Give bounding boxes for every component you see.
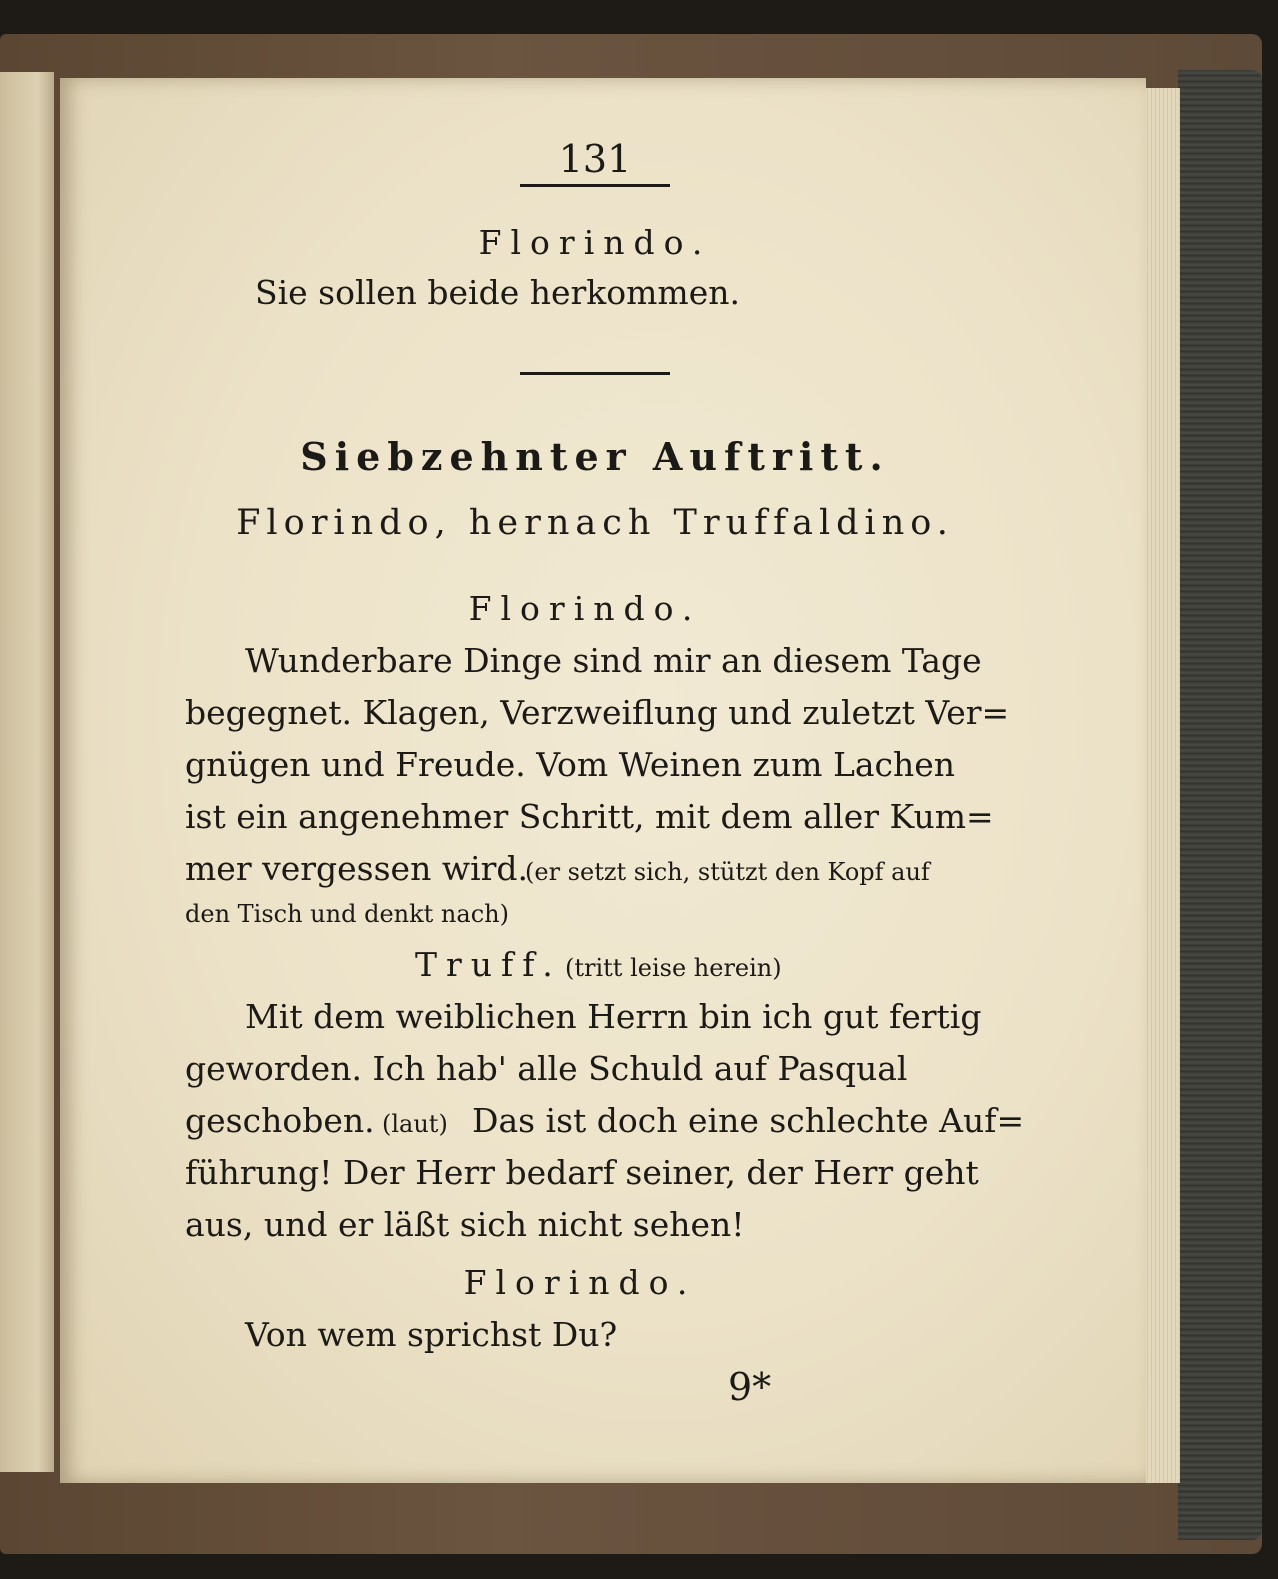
stage-direction: (laut): [382, 1110, 448, 1138]
dialogue-line: aus, und er läßt sich nicht sehen!: [185, 1205, 745, 1244]
stage-direction: den Tisch und denkt nach): [185, 900, 509, 928]
dialogue-line: Wunderbare Dinge sind mir an diesem Tage: [245, 641, 982, 680]
dialogue-line: ist ein angenehmer Schritt, mit dem aller Kum=: [185, 797, 994, 836]
dialogue-line: Das ist doch eine schlechte Auf=: [472, 1101, 1025, 1140]
dialogue-line: gnügen und Freude. Vom Weinen zum Lachen: [185, 745, 956, 784]
dialogue-line: begegnet. Klagen, Verzweiflung und zuletzt Ver=: [185, 693, 1010, 732]
dialogue-line: Von wem sprichst Du?: [245, 1315, 618, 1354]
dialogue-line: mer vergessen wird.: [185, 849, 529, 888]
signature-mark: 9*: [728, 1365, 772, 1409]
stage-direction: (er setzt sich, stützt den Kopf auf: [525, 858, 930, 886]
page-number: 131: [558, 137, 632, 181]
dialogue-line: geschoben.: [185, 1101, 375, 1140]
header-rule: [520, 184, 670, 187]
dialogue-line: Sie sollen beide herkommen.: [255, 273, 740, 312]
speaker-truffaldino: Truff.: [415, 945, 562, 984]
scene-characters: Florindo, hernach Truffaldino.: [236, 503, 954, 543]
book-page: [60, 78, 1146, 1483]
dialogue-line: geworden. Ich hab' alle Schuld auf Pasqual: [185, 1049, 908, 1088]
scene-divider: [520, 372, 670, 375]
stage-direction: (tritt leise herein): [565, 954, 782, 982]
speaker-florindo: Florindo.: [478, 223, 712, 262]
speaker-florindo: Florindo.: [463, 1263, 697, 1302]
book-cover-edge: [1178, 70, 1262, 1540]
speaker-florindo: Florindo.: [468, 589, 702, 628]
left-page-edge: [0, 72, 54, 1472]
dialogue-line: Mit dem weiblichen Herrn bin ich gut fertig: [245, 997, 982, 1036]
dialogue-line: führung! Der Herr bedarf seiner, der Herr geht: [185, 1153, 979, 1192]
scene-heading: Siebzehnter Auftritt.: [300, 434, 890, 479]
